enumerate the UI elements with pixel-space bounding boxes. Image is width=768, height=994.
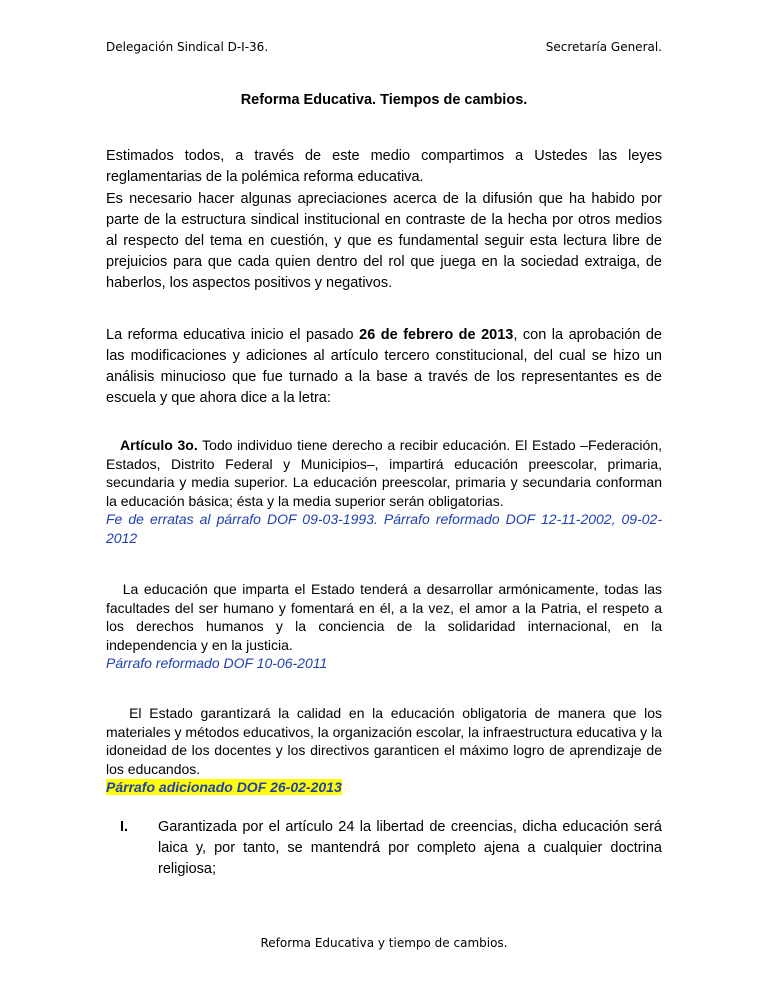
article-paragraph-3-reference: Párrafo adicionado DOF 26-02-2013	[106, 779, 342, 795]
footer: Reforma Educativa y tiempo de cambios.	[260, 936, 508, 950]
article-paragraph-2-reference: Párrafo reformado DOF 10-06-2011	[106, 655, 328, 671]
article-paragraph-2-text: La educación que imparta el Estado tenderá a desarrollar armónicamente, todas las facultades del ser humano y fomentará en él, a la vez, el amor a la Patria, el respeto a los derechos humanos y la conciencia de la solidaridad internacional, en la independencia y en la justicia.	[106, 581, 663, 653]
document-title: Reforma Educativa. Tiempos de cambios.	[240, 92, 528, 108]
intro-paragraph-3-before: La reforma educativa inicio el pasado	[106, 327, 360, 343]
article-paragraph-3-text: El Estado garantizará la calidad en la educación obligatoria de manera que los materiales y métodos educativos, la organización escolar, la infraestructura educativa y la idoneidad de los docentes y los directivos garanticen el máximo logro de aprendizaje de los educandos.	[106, 705, 662, 777]
list-item-text: Garantizada por el artículo 24 la libertad de creencias, dicha educación será laica y, por tanto, se mantendrá por completo ajena a cualquier doctrina religiosa;	[158, 819, 662, 877]
intro-paragraph-2-text: Es necesario hacer algunas apreciaciones acerca de la difusión que ha habido por parte de la estructura sindical institucional en contraste de la hecha por otros medios al respecto del tema en cuestión, y que es fundamental seguir esta lectura libre de prejuicios para que cada quien dentro del rol que juega en la sociedad extraiga, de haberlos, los aspectos positivos y negativos.	[106, 191, 662, 291]
intro-paragraph-3	[106, 325, 662, 409]
article-paragraph-1-text: Todo individuo tiene derecho a recibir educación. El Estado –Federación, Estados, Distrito Federal y Municipios–, impartirá educación preescolar, primaria, secundaria y media superior. La educación preescolar, primaria y secundaria conforman la educación básica; ésta y la media superior serán obligatorias.	[106, 437, 662, 509]
list-item-number: I.	[120, 819, 129, 835]
article-paragraph-2	[106, 580, 662, 673]
intro-paragraph-2	[106, 189, 662, 294]
intro-paragraph-1-text: Estimados todos, a través de este medio compartimos a Ustedes las leyes reglamentarias de la polémica reforma educativa.	[106, 148, 662, 185]
article-label: Artículo 3o.	[119, 437, 198, 453]
article-paragraph-3	[106, 704, 662, 797]
reform-date: 26 de febrero de 2013	[359, 327, 514, 343]
article-paragraph-1	[106, 436, 662, 547]
header-right: Secretaría General.	[545, 40, 662, 54]
intro-paragraph-3-after: , con la aprobación de las modificaciones y adiciones al artículo tercero constitucional, del cual se hizo un análisis minucioso que fue turnado a la base a través de los representantes es de escuela y que ahora dice a la letra:	[106, 327, 662, 406]
article-paragraph-1-reference: Fe de erratas al párrafo DOF 09-03-1993. Párrafo reformado DOF 12-11-2002, 09-02-2012	[106, 511, 662, 546]
header-left: Delegación Sindical D-I-36.	[106, 40, 269, 54]
intro-paragraph-1	[106, 146, 662, 188]
